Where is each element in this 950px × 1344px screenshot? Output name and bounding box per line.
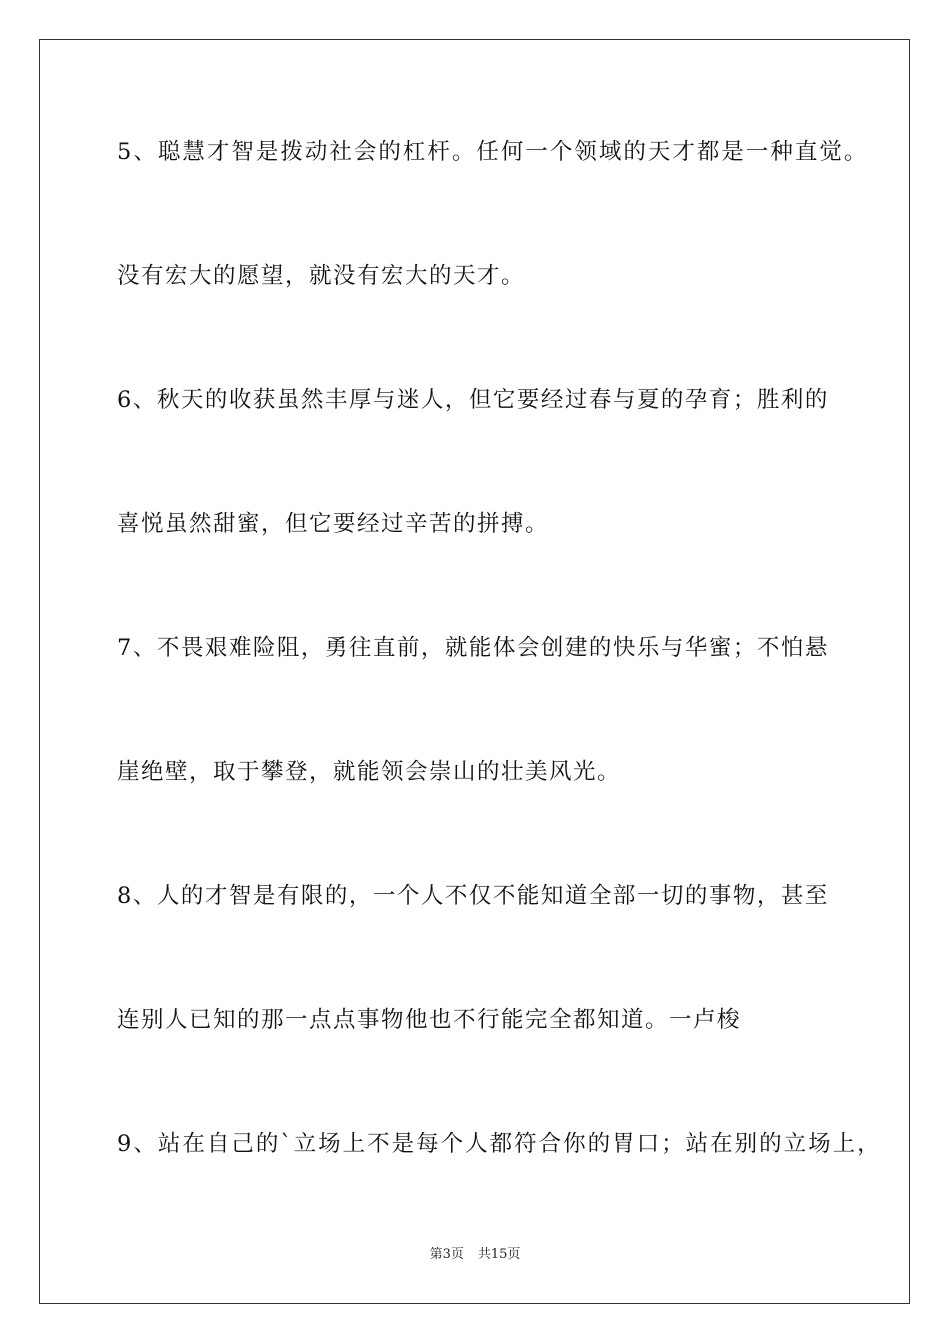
text-line: 连别人已知的那一点点事物他也不行能完全都知道。一卢梭 bbox=[117, 1007, 742, 1033]
page-footer bbox=[0, 1246, 950, 1264]
text-line: 6、秋天的收获虽然丰厚与迷人，但它要经过春与夏的孕育；胜利的 bbox=[117, 387, 829, 413]
page-total: 共15页 bbox=[477, 1247, 521, 1262]
text-line: 5、聪慧才智是拨动社会的杠杆。任何一个领域的天才都是一种直觉。 bbox=[117, 139, 869, 165]
text-line: 崖绝壁，取于攀登，就能领会崇山的壮美风光。 bbox=[117, 759, 622, 785]
page-number: 第3页 bbox=[429, 1247, 464, 1262]
text-line: 没有宏大的愿望，就没有宏大的天才。 bbox=[117, 263, 526, 289]
text-line: 8、人的才智是有限的，一个人不仅不能知道全部一切的事物，甚至 bbox=[117, 883, 829, 909]
page-frame bbox=[39, 39, 910, 1304]
text-line: 9、站在自己的`立场上不是每个人都符合你的胃口；站在别的立场上， bbox=[117, 1131, 882, 1157]
text-line: 喜悦虽然甜蜜，但它要经过辛苦的拼搏。 bbox=[117, 511, 550, 537]
text-line: 7、不畏艰难险阻，勇往直前，就能体会创建的快乐与华蜜；不怕悬 bbox=[117, 635, 829, 661]
